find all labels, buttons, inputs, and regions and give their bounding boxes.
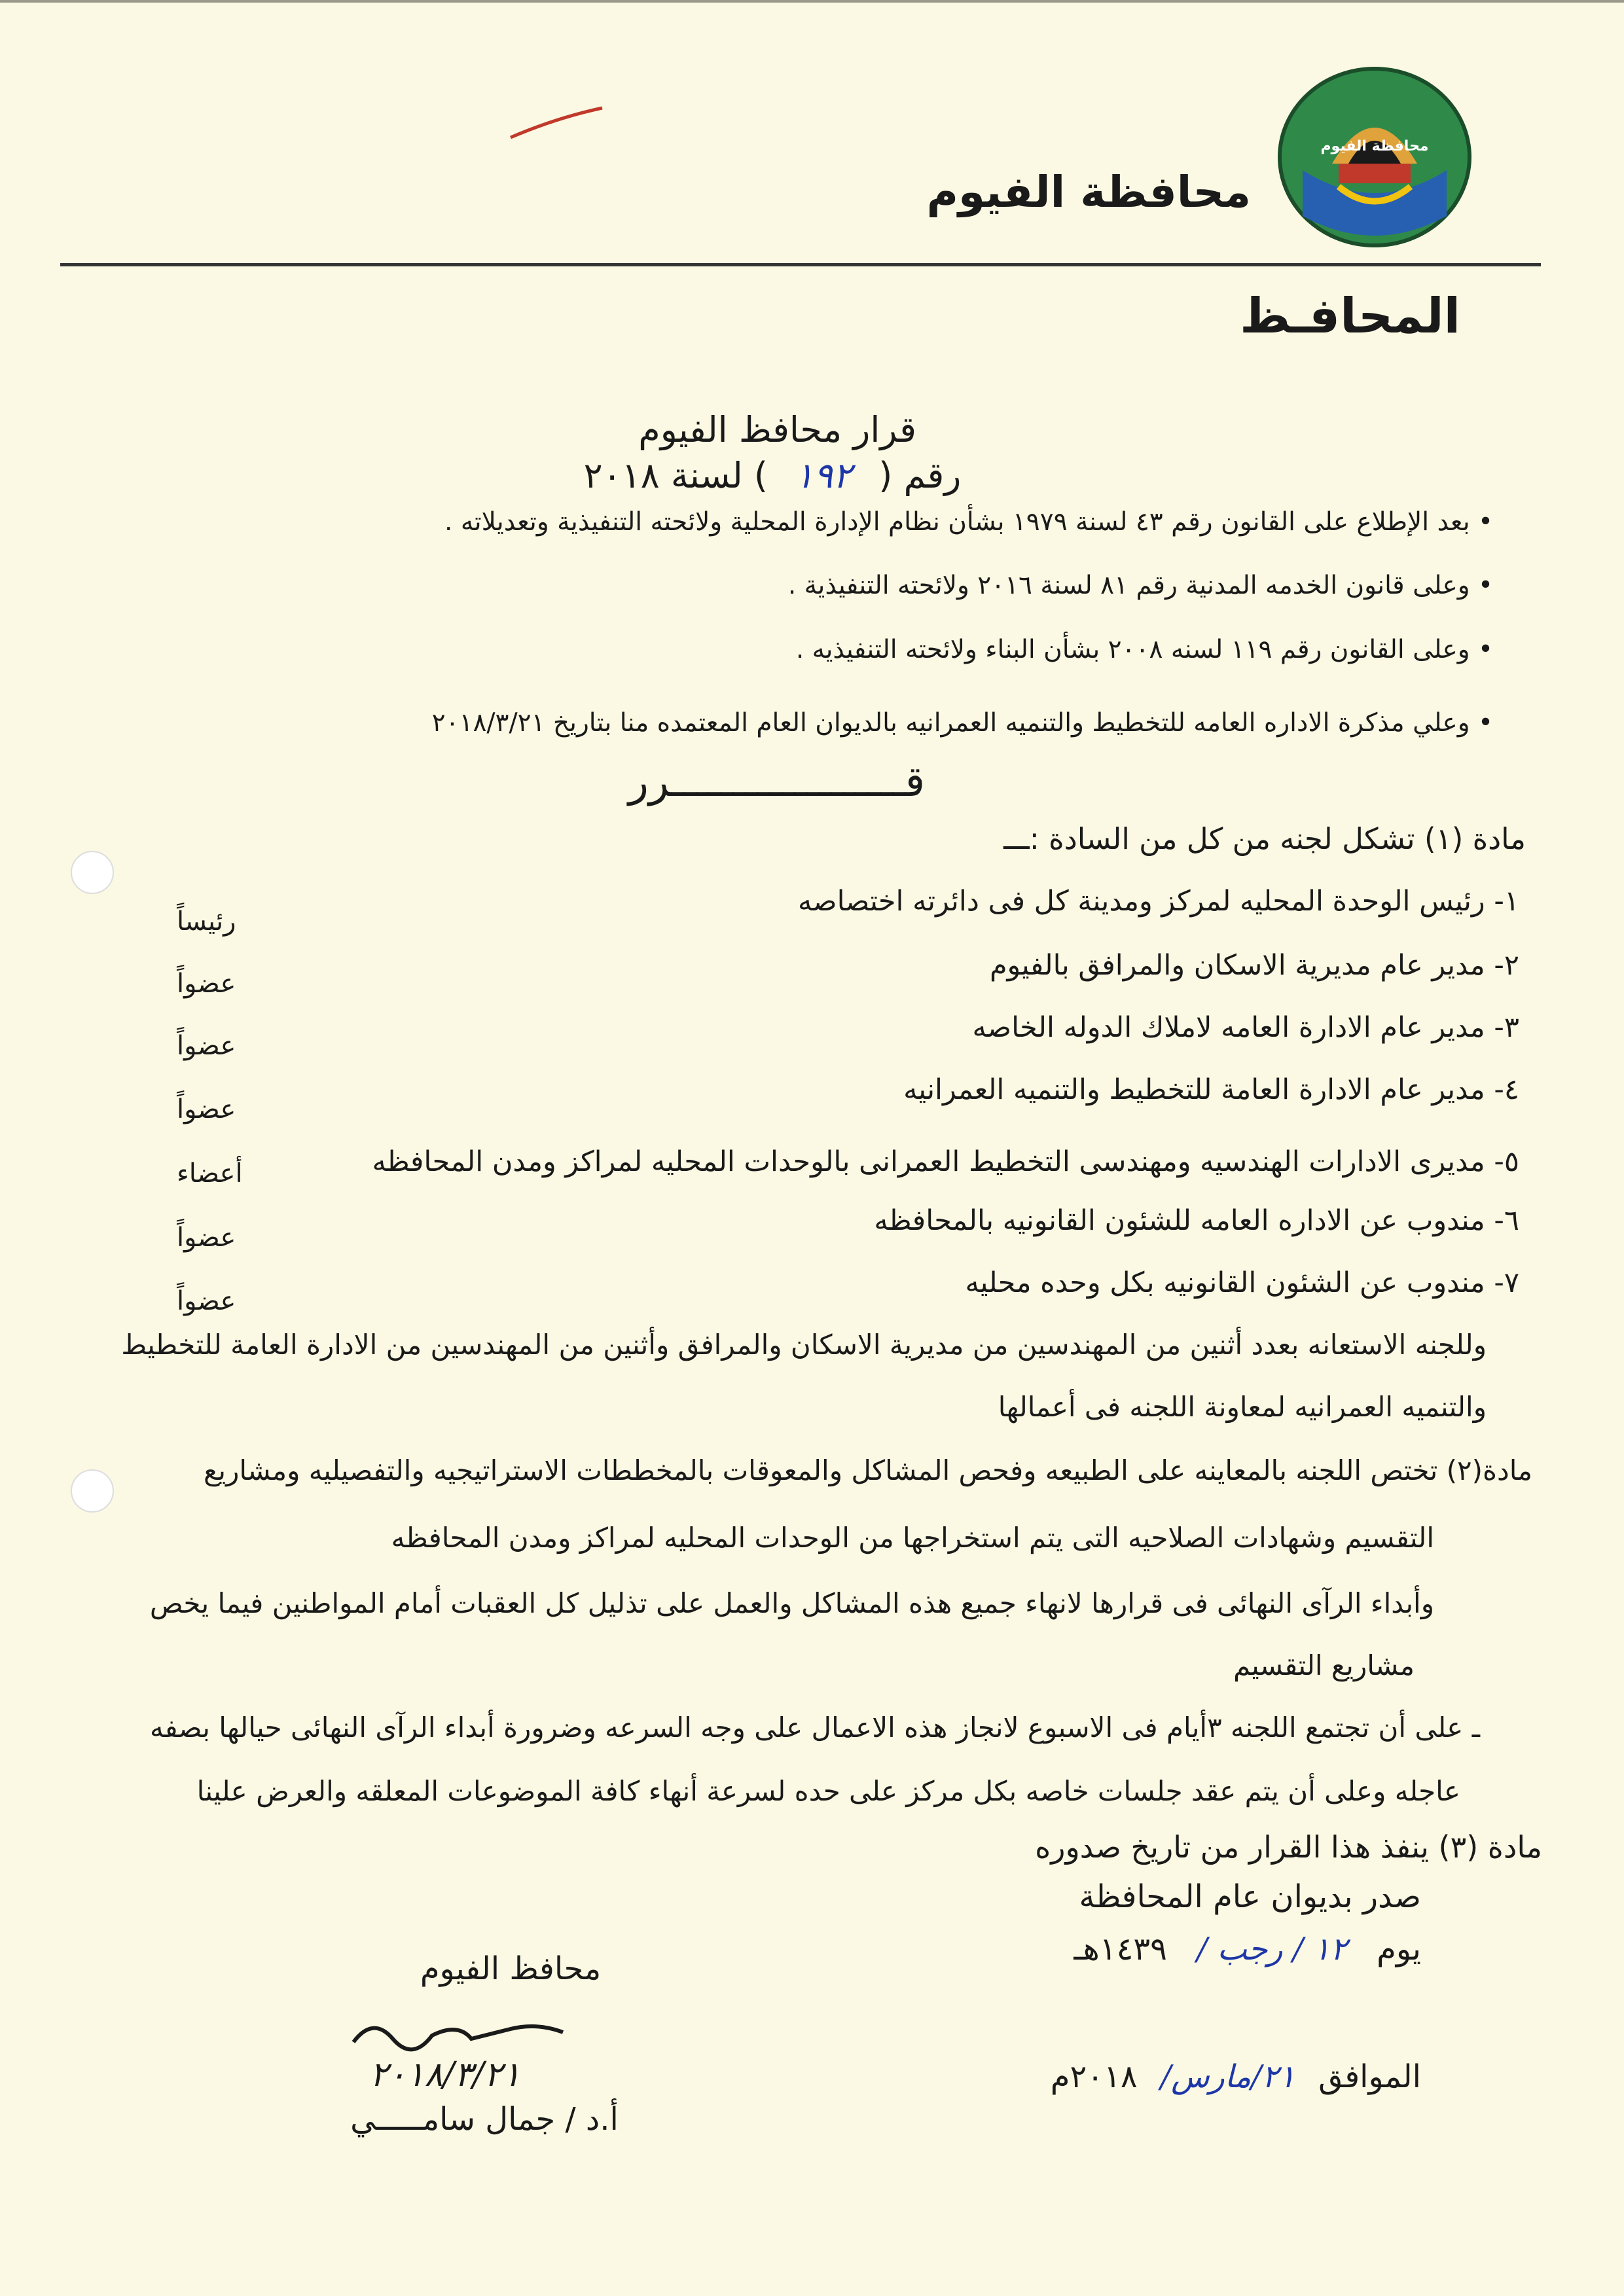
handwritten-signature (340, 2003, 576, 2062)
member-item: ٢- مدير عام مديرية الاسكان والمرافق بالفيوم (989, 949, 1519, 982)
member-role: عضواً (177, 969, 236, 999)
day-label: يوم (1377, 1931, 1421, 1967)
article1-heading: مادة (١) تشكل لجنه من كل من السادة :ـــ (1003, 821, 1526, 856)
decision-title: قرار محافظ الفيوم (638, 409, 916, 450)
preamble-line: • وعلى القانون رقم ١١٩ لسنه ٢٠٠٨ بشأن البناء ولائحته التنفيذيه . (795, 635, 1493, 664)
hijri-handwritten: ١٢ / رجب / (1197, 1931, 1347, 1967)
member-role: رئيساً (177, 906, 236, 937)
preamble-line: • بعد الإطلاع على القانون رقم ٤٣ لسنة ١٩٧٩ بشأن نظام الإدارة المحلية ولائحته التنفيذية وتعديلاته . (444, 507, 1493, 537)
article2-line: ـ على أن تجتمع اللجنه ٣أيام فى الاسبوع لانجاز هذه الاعمال على وجه السرعه وضرورة أبداء الرآى النهائى حيالها بصفه (150, 1712, 1480, 1744)
header-divider (60, 263, 1541, 266)
punch-hole (71, 851, 114, 894)
issued-at-line: صدر بديوان عام المحافظة (1079, 1878, 1421, 1915)
governor-office-title: المحافـظ (1240, 288, 1460, 344)
scan-border (0, 0, 1624, 3)
issued-gregorian-date (1051, 2058, 1421, 2095)
member-role: عضواً (177, 1094, 236, 1124)
member-item: ٣- مدير عام الادارة العامه لاملاك الدوله الخاصه (972, 1011, 1519, 1044)
member-role: أعضاء (177, 1158, 243, 1189)
article1-assist-line: والتنميه العمرانيه لمعاونة اللجنه فى أعمالها (998, 1391, 1487, 1423)
member-role: عضواً (177, 1031, 236, 1061)
decision-number-handwritten: ١٩٢ (795, 455, 852, 496)
article2-line: مادة(٢) تختص اللجنه بالمعاينه على الطبيعه وفحص المشاكل والمعوقات بالمخططات الاستراتيجيه والتفصيليه ومشاريع (204, 1454, 1532, 1486)
member-role: عضواً (177, 1286, 236, 1316)
gregorian-suffix: ٢٠١٨م (1050, 2058, 1138, 2095)
member-item: ٦- مندوب عن الاداره العامه للشئون القانونيه بالمحافظه (874, 1204, 1519, 1237)
governorate-name: محافظة الفيوم (926, 167, 1251, 217)
article2-line: مشاريع التقسيم (1233, 1649, 1415, 1681)
stray-pen-mark (504, 105, 609, 144)
issued-hijri-date (1074, 1931, 1421, 1967)
article3-line: مادة (٣) ينفذ هذا القرار من تاريخ صدوره (1035, 1829, 1542, 1865)
member-item: ٧- مندوب عن الشئون القانونيه بكل وحده محليه (965, 1266, 1519, 1299)
signature-title: محافظ الفيوم (420, 1950, 602, 1987)
member-item: ٤- مدير عام الادارة العامة للتخطيط والتنميه العمرانيه (903, 1073, 1519, 1106)
decision-number-suffix: ) لسنة ٢٠١٨ (583, 455, 768, 496)
member-item: ٥- مديرى الادارات الهندسيه ومهندسى التخطيط العمرانى بالوحدات المحليه لمراكز ومدن المحافظه (372, 1145, 1519, 1178)
preamble-line: • وعلي مذكرة الاداره العامه للتخطيط والتنميه العمرانيه بالديوان العام المعتمده منا بتاريخ ٢٠١٨/٣/٢١ (431, 708, 1493, 738)
hijri-suffix: ١٤٣٩هـ (1074, 1931, 1167, 1967)
decision-number (537, 455, 1008, 496)
gregorian-handwritten: ٢١/مارس/ (1160, 2058, 1295, 2095)
article2-line: التقسيم وشهادات الصلاحيه التى يتم استخراجها من الوحدات المحليه لمراكز ومدن المحافظه (391, 1522, 1434, 1554)
member-item: ١- رئيس الوحدة المحليه لمركز ومدينة كل فى دائرته اختصاصه (798, 885, 1519, 918)
punch-hole (71, 1469, 114, 1513)
member-role: عضواً (177, 1223, 236, 1253)
preamble-line: • وعلى قانون الخدمه المدنية رقم ٨١ لسنة ٢٠١٦ ولائحته التنفيذية . (787, 571, 1493, 600)
decree-heading: قـــــــــــــــــــرر (628, 758, 926, 806)
article1-assist-line: وللجنه الاستعانه بعدد أثنين من المهندسين من مديرية الاسكان والمرافق وأثنين من المهندسين من الادارة العامة للتخطيط (121, 1329, 1487, 1361)
signatory-name: أ.د / جمال سامـــــي (350, 2101, 619, 2138)
gregorian-label: الموافق (1318, 2058, 1421, 2095)
decision-number-prefix: رقم ( (878, 455, 962, 496)
article2-line: عاجله وعلى أن يتم عقد جلسات خاصه بكل مركز على حده لسرعة أنهاء كافة الموضوعات المعلقه والعرض علينا (196, 1775, 1460, 1807)
governorate-logo (1276, 65, 1473, 255)
article2-line: وأبداء الرآى النهائى فى قرارها لانهاء جميع هذه المشاكل والعمل على تذليل كل العقبات أمام المواطنين فيما يخص (149, 1587, 1434, 1619)
logo-text: محافظة الفيوم (1320, 138, 1429, 154)
signature-date: ٢٠١٨/٣/٢١ (369, 2055, 521, 2094)
